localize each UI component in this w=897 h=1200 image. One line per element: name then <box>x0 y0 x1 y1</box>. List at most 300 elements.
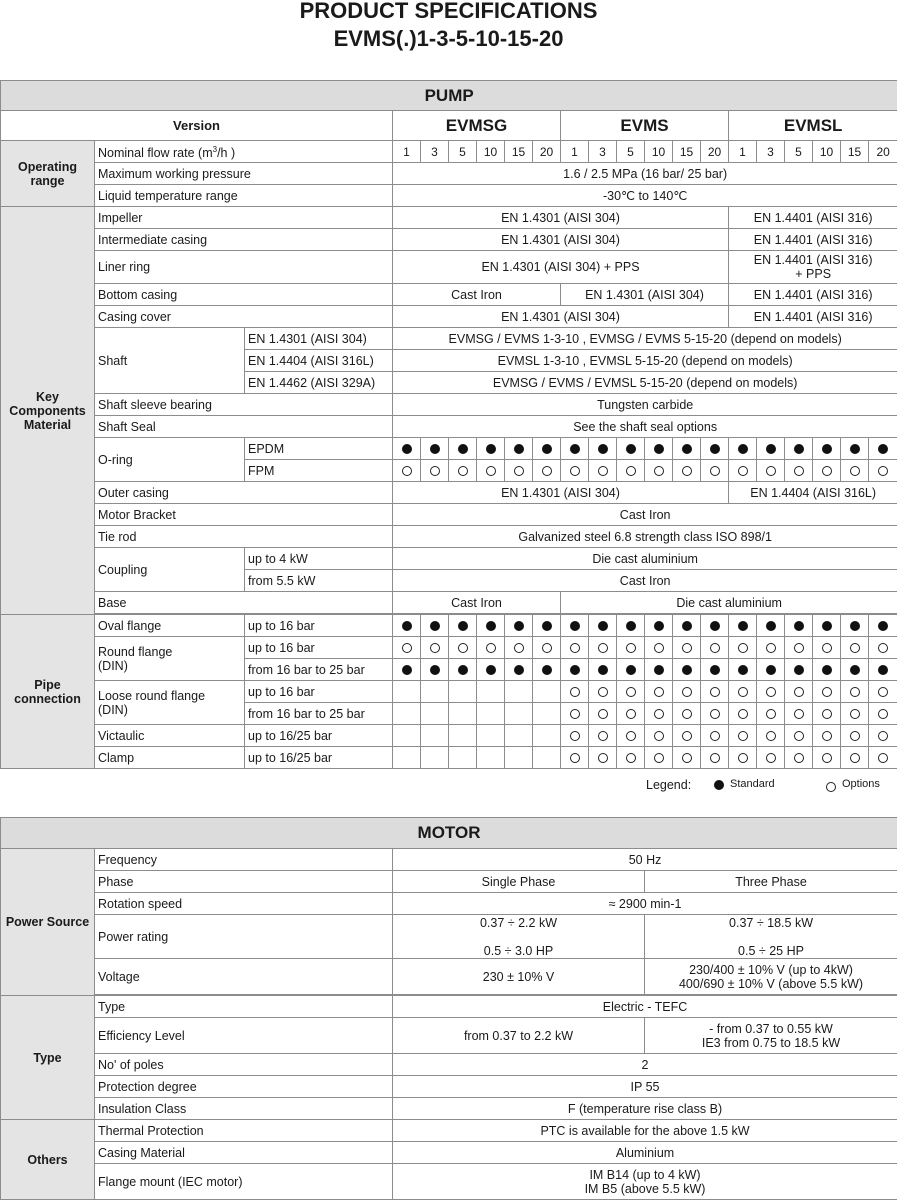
version-evmsg: EVMSG <box>393 111 561 141</box>
option-circle-icon <box>738 466 748 476</box>
mark-cell <box>477 637 505 659</box>
voltage-label: Voltage <box>95 959 393 995</box>
standard-dot-icon <box>514 665 524 675</box>
mark-cell <box>701 747 729 769</box>
mark-cell <box>701 438 729 460</box>
option-circle-icon <box>626 753 636 763</box>
standard-dot-icon <box>822 444 832 454</box>
mark-cell <box>505 460 533 482</box>
victaulic-label: Victaulic <box>95 725 245 747</box>
pressure-label: Maximum working pressure <box>95 163 393 185</box>
mark-cell <box>813 725 841 747</box>
round-flange-range: up to 16 bar <box>245 637 393 659</box>
mark-cell <box>393 615 421 637</box>
standard-dot-icon <box>626 665 636 675</box>
liner-ring-value-a: EN 1.4301 (AISI 304) + PPS <box>393 251 729 284</box>
option-circle-icon <box>486 643 496 653</box>
standard-dot-icon <box>402 444 412 454</box>
standard-dot-icon <box>626 444 636 454</box>
size-cell: 20 <box>869 141 897 163</box>
size-cell: 3 <box>421 141 449 163</box>
option-circle-icon <box>570 731 580 741</box>
flange-mount-value: IM B14 (up to 4 kW) IM B5 (above 5.5 kW) <box>393 1164 897 1200</box>
standard-dot-icon <box>486 621 496 631</box>
mark-cell <box>757 615 785 637</box>
page-subtitle: EVMS(.)1-3-5-10-15-20 <box>333 26 564 51</box>
impeller-value-b: EN 1.4401 (AISI 316) <box>729 207 897 229</box>
coupling-value: Die cast aluminium <box>393 548 897 570</box>
option-circle-icon <box>738 643 748 653</box>
mark-cell <box>701 725 729 747</box>
mark-cell <box>617 438 645 460</box>
base-label: Base <box>95 592 393 614</box>
efficiency-three: - from 0.37 to 0.55 kW IE3 from 0.75 to 18.5 kW <box>645 1018 897 1054</box>
mark-cell <box>561 460 589 482</box>
mark-cell <box>421 615 449 637</box>
mark-cell <box>645 703 673 725</box>
size-cell: 10 <box>645 141 673 163</box>
option-circle-icon <box>486 466 496 476</box>
mark-cell <box>869 725 897 747</box>
option-circle-icon <box>850 643 860 653</box>
mark-cell <box>673 659 701 681</box>
liner-ring-value-b: EN 1.4401 (AISI 316) + PPS <box>729 251 897 284</box>
option-circle-icon <box>850 687 860 697</box>
size-cell: 15 <box>841 141 869 163</box>
option-circle-icon <box>794 466 804 476</box>
option-circle-icon <box>542 643 552 653</box>
mark-cell <box>645 725 673 747</box>
option-circle-icon <box>598 687 608 697</box>
option-circle-icon <box>682 643 692 653</box>
outer-casing-value-b: EN 1.4404 (AISI 316L) <box>729 482 897 504</box>
mark-cell <box>617 460 645 482</box>
option-circle-icon <box>850 753 860 763</box>
impeller-label: Impeller <box>95 207 393 229</box>
group-others: Others <box>1 1120 95 1200</box>
empty-mark-cell <box>533 681 561 703</box>
option-circle-icon <box>710 731 720 741</box>
mark-cell <box>421 460 449 482</box>
standard-dot-icon <box>822 621 832 631</box>
mark-cell <box>505 659 533 681</box>
mark-cell <box>589 725 617 747</box>
mark-cell <box>673 725 701 747</box>
motor-bracket-label: Motor Bracket <box>95 504 393 526</box>
option-circle-icon <box>682 687 692 697</box>
mark-cell <box>813 615 841 637</box>
standard-dot-icon <box>714 780 724 790</box>
mark-cell <box>449 659 477 681</box>
mark-cell <box>701 460 729 482</box>
casing-cover-value-b: EN 1.4401 (AISI 316) <box>729 306 897 328</box>
phase-single: Single Phase <box>393 871 645 893</box>
option-circle-icon <box>794 687 804 697</box>
empty-mark-cell <box>421 681 449 703</box>
option-circle-icon <box>822 731 832 741</box>
shaft-material: EN 1.4301 (AISI 304) <box>245 328 393 350</box>
mark-cell <box>617 725 645 747</box>
mark-cell <box>561 725 589 747</box>
mark-cell <box>589 747 617 769</box>
mark-cell <box>617 747 645 769</box>
mark-cell <box>869 703 897 725</box>
option-circle-icon <box>794 731 804 741</box>
impeller-value-a: EN 1.4301 (AISI 304) <box>393 207 729 229</box>
flange-mount-label: Flange mount (IEC motor) <box>95 1164 393 1200</box>
phase-label: Phase <box>95 871 393 893</box>
round-flange-range: from 16 bar to 25 bar <box>245 659 393 681</box>
option-circle-icon <box>878 709 888 719</box>
mark-cell <box>813 659 841 681</box>
empty-mark-cell <box>393 725 421 747</box>
round-flange-label: Round flange (DIN) <box>95 637 245 681</box>
mark-cell <box>589 615 617 637</box>
mark-cell <box>673 460 701 482</box>
empty-mark-cell <box>449 703 477 725</box>
type-label: Type <box>95 996 393 1018</box>
option-circle-icon <box>570 709 580 719</box>
mark-cell <box>393 659 421 681</box>
shaft-sleeve-value: Tungsten carbide <box>393 394 897 416</box>
standard-dot-icon <box>850 665 860 675</box>
standard-dot-icon <box>710 444 720 454</box>
mark-cell <box>421 659 449 681</box>
option-circle-icon <box>626 643 636 653</box>
temperature-value: -30℃ to 140℃ <box>393 185 897 207</box>
size-cell: 1 <box>729 141 757 163</box>
option-circle-icon <box>542 466 552 476</box>
option-circle-icon <box>822 753 832 763</box>
standard-dot-icon <box>794 665 804 675</box>
shaft-material: EN 1.4462 (AISI 329A) <box>245 372 393 394</box>
size-cell: 10 <box>813 141 841 163</box>
standard-dot-icon <box>542 621 552 631</box>
casing-cover-value-a: EN 1.4301 (AISI 304) <box>393 306 729 328</box>
mark-cell <box>533 637 561 659</box>
legend-options: Options <box>842 778 880 790</box>
loose-flange-range: from 16 bar to 25 bar <box>245 703 393 725</box>
option-circle-icon <box>710 643 720 653</box>
o-ring-epdm-label: EPDM <box>245 438 393 460</box>
bottom-casing-value-b: EN 1.4301 (AISI 304) <box>561 284 729 306</box>
option-circle-icon <box>822 643 832 653</box>
mark-cell <box>701 615 729 637</box>
mark-cell <box>561 637 589 659</box>
standard-dot-icon <box>542 444 552 454</box>
mark-cell <box>785 681 813 703</box>
loose-flange-label: Loose round flange (DIN) <box>95 681 245 725</box>
option-circle-icon <box>850 709 860 719</box>
group-key-components: Key Components Material <box>1 207 95 615</box>
standard-dot-icon <box>878 665 888 675</box>
mark-cell <box>757 725 785 747</box>
mark-cell <box>869 460 897 482</box>
mark-cell <box>477 460 505 482</box>
mark-cell <box>421 637 449 659</box>
shaft-seal-label: Shaft Seal <box>95 416 393 438</box>
option-circle-icon <box>710 687 720 697</box>
mark-cell <box>757 460 785 482</box>
standard-dot-icon <box>654 665 664 675</box>
mark-cell <box>841 703 869 725</box>
standard-dot-icon <box>850 621 860 631</box>
size-cell: 1 <box>393 141 421 163</box>
mark-cell <box>869 681 897 703</box>
standard-dot-icon <box>402 665 412 675</box>
power-rating-label: Power rating <box>95 915 393 959</box>
mark-cell <box>533 615 561 637</box>
size-cell: 10 <box>477 141 505 163</box>
empty-mark-cell <box>449 725 477 747</box>
tie-rod-value: Galvanized steel 6.8 strength class ISO 898/1 <box>393 526 897 548</box>
mark-cell <box>617 659 645 681</box>
legend <box>646 778 896 796</box>
shaft-value: EVMSL 1-3-10 , EVMSL 5-15-20 (depend on models) <box>393 350 897 372</box>
option-circle-icon <box>794 643 804 653</box>
mark-cell <box>561 747 589 769</box>
empty-mark-cell <box>393 703 421 725</box>
mark-cell <box>589 438 617 460</box>
thermal-value: PTC is available for the above 1.5 kW <box>393 1120 897 1142</box>
mark-cell <box>841 659 869 681</box>
option-circle-icon <box>878 643 888 653</box>
protection-label: Protection degree <box>95 1076 393 1098</box>
intermediate-casing-value-a: EN 1.4301 (AISI 304) <box>393 229 729 251</box>
option-circle-icon <box>878 753 888 763</box>
standard-dot-icon <box>738 444 748 454</box>
option-circle-icon <box>766 687 776 697</box>
mark-cell <box>729 747 757 769</box>
shaft-sleeve-label: Shaft sleeve bearing <box>95 394 393 416</box>
mark-cell <box>449 438 477 460</box>
mark-cell <box>561 438 589 460</box>
option-circle-icon <box>402 466 412 476</box>
option-circle-icon <box>430 643 440 653</box>
mark-cell <box>841 615 869 637</box>
standard-dot-icon <box>822 665 832 675</box>
option-circle-icon <box>402 643 412 653</box>
empty-mark-cell <box>421 725 449 747</box>
mark-cell <box>701 659 729 681</box>
option-circle-icon <box>822 687 832 697</box>
mark-cell <box>589 703 617 725</box>
option-circle-icon <box>738 687 748 697</box>
standard-dot-icon <box>598 665 608 675</box>
mark-cell <box>785 747 813 769</box>
option-circle-icon <box>766 709 776 719</box>
option-circle-icon <box>766 753 776 763</box>
option-circle-icon <box>822 709 832 719</box>
mark-cell <box>869 637 897 659</box>
standard-dot-icon <box>654 444 664 454</box>
size-cell: 20 <box>533 141 561 163</box>
intermediate-casing-label: Intermediate casing <box>95 229 393 251</box>
standard-dot-icon <box>682 444 692 454</box>
empty-mark-cell <box>505 725 533 747</box>
standard-dot-icon <box>458 665 468 675</box>
standard-dot-icon <box>878 621 888 631</box>
mark-cell <box>477 438 505 460</box>
o-ring-fpm-label: FPM <box>245 460 393 482</box>
mark-cell <box>729 681 757 703</box>
option-circle-icon <box>682 709 692 719</box>
mark-cell <box>729 659 757 681</box>
option-circle-icon <box>654 466 664 476</box>
option-circle-icon <box>654 753 664 763</box>
option-circle-icon <box>710 466 720 476</box>
mark-cell <box>785 725 813 747</box>
option-circle-icon <box>794 709 804 719</box>
frequency-value: 50 Hz <box>393 849 897 871</box>
standard-dot-icon <box>458 621 468 631</box>
empty-mark-cell <box>477 725 505 747</box>
rotation-speed-label: Rotation speed <box>95 893 393 915</box>
mark-cell <box>645 615 673 637</box>
mark-cell <box>729 460 757 482</box>
option-circle-icon <box>458 466 468 476</box>
base-value-a: Cast Iron <box>393 592 561 614</box>
group-pipe-connection: Pipe connection <box>1 615 95 769</box>
size-cell: 5 <box>617 141 645 163</box>
option-circle-icon <box>654 687 664 697</box>
mark-cell <box>813 681 841 703</box>
size-cell: 3 <box>757 141 785 163</box>
empty-mark-cell <box>393 747 421 769</box>
mark-cell <box>505 438 533 460</box>
option-circle-icon <box>570 687 580 697</box>
mark-cell <box>785 438 813 460</box>
standard-dot-icon <box>766 665 776 675</box>
option-circle-icon <box>710 753 720 763</box>
oval-flange-range: up to 16 bar <box>245 615 393 637</box>
standard-dot-icon <box>738 665 748 675</box>
version-label: Version <box>1 111 393 141</box>
casing-cover-label: Casing cover <box>95 306 393 328</box>
efficiency-label: Efficiency Level <box>95 1018 393 1054</box>
mark-cell <box>645 659 673 681</box>
mark-cell <box>701 637 729 659</box>
motor-header: MOTOR <box>1 818 897 849</box>
mark-cell <box>869 747 897 769</box>
mark-cell <box>477 659 505 681</box>
voltage-three: 230/400 ± 10% V (up to 4kW) 400/690 ± 10% V (above 5.5 kW) <box>645 959 897 995</box>
mark-cell <box>617 615 645 637</box>
mark-cell <box>393 460 421 482</box>
mark-cell <box>589 637 617 659</box>
mark-cell <box>673 637 701 659</box>
mark-cell <box>757 659 785 681</box>
mark-cell <box>533 659 561 681</box>
mark-cell <box>505 637 533 659</box>
empty-mark-cell <box>421 747 449 769</box>
mark-cell <box>785 703 813 725</box>
standard-dot-icon <box>458 444 468 454</box>
option-circle-icon <box>514 466 524 476</box>
standard-dot-icon <box>850 444 860 454</box>
motor-spec-table <box>0 817 897 1200</box>
option-circle-icon <box>598 731 608 741</box>
power-rating-three: 0.37 ÷ 18.5 kW 0.5 ÷ 25 HP <box>645 915 897 959</box>
mark-cell <box>673 615 701 637</box>
mark-cell <box>785 637 813 659</box>
size-cell: 3 <box>589 141 617 163</box>
size-cell: 1 <box>561 141 589 163</box>
size-cell: 20 <box>701 141 729 163</box>
bottom-casing-label: Bottom casing <box>95 284 393 306</box>
option-circle-icon <box>850 466 860 476</box>
loose-flange-range: up to 16 bar <box>245 681 393 703</box>
base-value-b: Die cast aluminium <box>561 592 897 614</box>
empty-mark-cell <box>505 747 533 769</box>
option-circle-icon <box>626 731 636 741</box>
empty-mark-cell <box>393 681 421 703</box>
mark-cell <box>729 438 757 460</box>
mark-cell <box>673 747 701 769</box>
mark-cell <box>841 438 869 460</box>
option-circle-icon <box>514 643 524 653</box>
standard-dot-icon <box>486 665 496 675</box>
mark-cell <box>841 637 869 659</box>
option-circle-icon <box>878 466 888 476</box>
insulation-label: Insulation Class <box>95 1098 393 1120</box>
standard-dot-icon <box>682 665 692 675</box>
mark-cell <box>869 615 897 637</box>
version-evmsl: EVMSL <box>729 111 897 141</box>
option-circle-icon <box>738 753 748 763</box>
standard-dot-icon <box>794 621 804 631</box>
standard-dot-icon <box>570 444 580 454</box>
mark-cell <box>729 637 757 659</box>
mark-cell <box>869 659 897 681</box>
mark-cell <box>561 703 589 725</box>
empty-mark-cell <box>533 703 561 725</box>
intermediate-casing-value-b: EN 1.4401 (AISI 316) <box>729 229 897 251</box>
option-circle-icon <box>682 466 692 476</box>
standard-dot-icon <box>598 444 608 454</box>
mark-cell <box>589 460 617 482</box>
mark-cell <box>645 747 673 769</box>
standard-dot-icon <box>430 665 440 675</box>
size-cell: 15 <box>673 141 701 163</box>
power-rating-single: 0.37 ÷ 2.2 kW 0.5 ÷ 3.0 HP <box>393 915 645 959</box>
option-circle-icon <box>598 709 608 719</box>
mark-cell <box>393 438 421 460</box>
pump-spec-table <box>0 80 897 769</box>
legend-label: Legend: <box>646 778 692 792</box>
mark-cell <box>533 460 561 482</box>
clamp-label: Clamp <box>95 747 245 769</box>
standard-dot-icon <box>598 621 608 631</box>
mark-cell <box>533 438 561 460</box>
mark-cell <box>841 681 869 703</box>
thermal-label: Thermal Protection <box>95 1120 393 1142</box>
coupling-label: Coupling <box>95 548 245 592</box>
mark-cell <box>645 460 673 482</box>
mark-cell <box>645 681 673 703</box>
standard-dot-icon <box>514 444 524 454</box>
mark-cell <box>617 681 645 703</box>
page-title: PRODUCT SPECIFICATIONS <box>299 0 598 23</box>
group-operating-range: Operating range <box>1 141 95 207</box>
option-circle-icon <box>738 731 748 741</box>
mark-cell <box>561 615 589 637</box>
standard-dot-icon <box>766 621 776 631</box>
type-value: Electric - TEFC <box>393 996 897 1018</box>
option-circle-icon <box>626 709 636 719</box>
empty-mark-cell <box>505 703 533 725</box>
mark-cell <box>393 637 421 659</box>
